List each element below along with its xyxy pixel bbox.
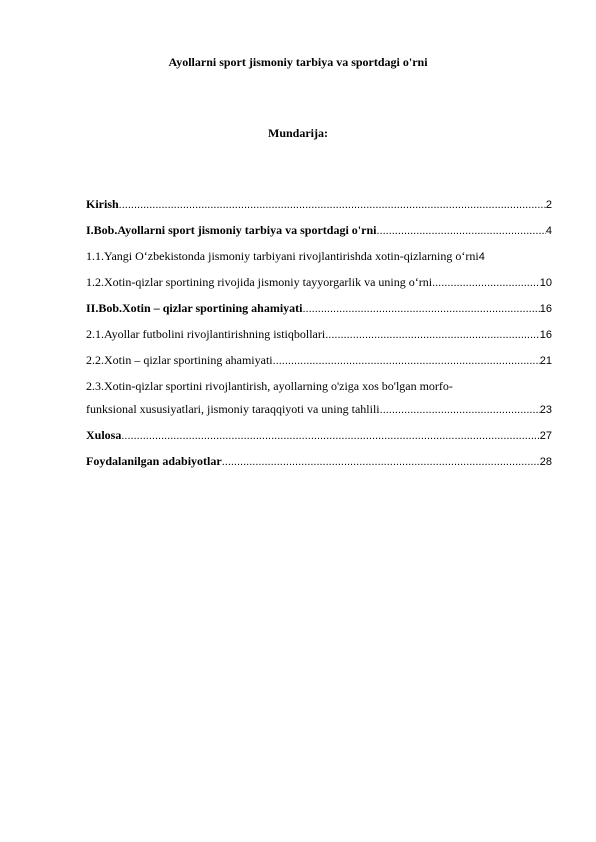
toc-entry-section-2-3[interactable] — [86, 402, 552, 421]
toc-entry-label: I.Bob.Ayollarni sport jismoniy tarbiya va sportdagi o'rni — [86, 223, 377, 237]
toc-leader-dots — [119, 199, 546, 211]
toc-leader-dots — [432, 277, 540, 289]
toc-leader-dots — [325, 329, 540, 341]
toc-entry-label: Kirish — [86, 197, 119, 211]
toc-entry-section-1-2[interactable] — [86, 275, 552, 294]
toc-entry-section-2-1[interactable] — [86, 327, 552, 346]
toc-entry-page: 23 — [539, 404, 552, 416]
toc-entry-page: 28 — [539, 456, 552, 468]
toc-entry-label: Foydalanilgan adabiyotlar — [86, 454, 222, 468]
toc-entry-label: 2.2.Xotin – qizlar sportining ahamiyati — [86, 353, 273, 367]
toc-entry-label: funksional xususiyatlari, jismoniy taraqqiyoti va uning tahlili — [86, 402, 380, 416]
toc-entry-chapter-2[interactable] — [86, 301, 552, 320]
toc-leader-dots — [380, 404, 540, 416]
toc-entry-label: II.Bob.Xotin – qizlar sportining ahamiyati — [86, 301, 303, 315]
toc-leader-dots — [376, 225, 545, 237]
toc-entry-page: 4 — [545, 225, 552, 237]
table-of-contents — [86, 197, 552, 480]
toc-entry-section-2-3-line1[interactable] — [86, 379, 552, 398]
toc-entry-label: 2.1.Ayollar futbolini rivojlantirishning istiqbollari — [86, 327, 326, 341]
toc-entry-label: 1.2.Xotin-qizlar sportining rivojida jismoniy tayyorgarlik va uning o‘rni — [86, 275, 433, 289]
toc-entry-xulosa[interactable] — [86, 428, 552, 447]
toc-entry-page: 2 — [545, 199, 552, 211]
toc-entry-page: 16 — [539, 329, 552, 341]
toc-entry-page: 4 — [478, 251, 485, 263]
toc-entry-kirish[interactable] — [86, 197, 552, 216]
toc-entry-label: Xulosa — [86, 428, 122, 442]
toc-entry-page: 27 — [539, 430, 552, 442]
toc-entry-chapter-1[interactable] — [86, 223, 552, 242]
toc-leader-dots — [302, 303, 539, 315]
toc-entry-section-2-2[interactable] — [86, 353, 552, 372]
toc-entry-page: 10 — [539, 277, 552, 289]
toc-entry-label: 2.3.Xotin-qizlar sportini rivojlantirish, ayollarning o'ziga xos bo'lgan morfo- — [86, 379, 453, 393]
toc-entry-page: 21 — [539, 355, 552, 367]
toc-leader-dots — [222, 456, 540, 468]
toc-leader-dots — [121, 430, 539, 442]
toc-entry-section-1-1[interactable] — [86, 249, 552, 268]
toc-heading: Mundarija: — [268, 126, 328, 140]
toc-entry-adabiyotlar[interactable] — [86, 454, 552, 473]
document-title: Ayollarni sport jismoniy tarbiya va sportdagi o'rni — [168, 55, 428, 69]
toc-leader-dots — [273, 355, 540, 367]
toc-entry-page: 16 — [539, 303, 552, 315]
toc-entry-label: 1.1.Yangi O‘zbekistonda jismoniy tarbiyani rivojlantirishda xotin-qizlarning o‘rni — [86, 249, 479, 263]
